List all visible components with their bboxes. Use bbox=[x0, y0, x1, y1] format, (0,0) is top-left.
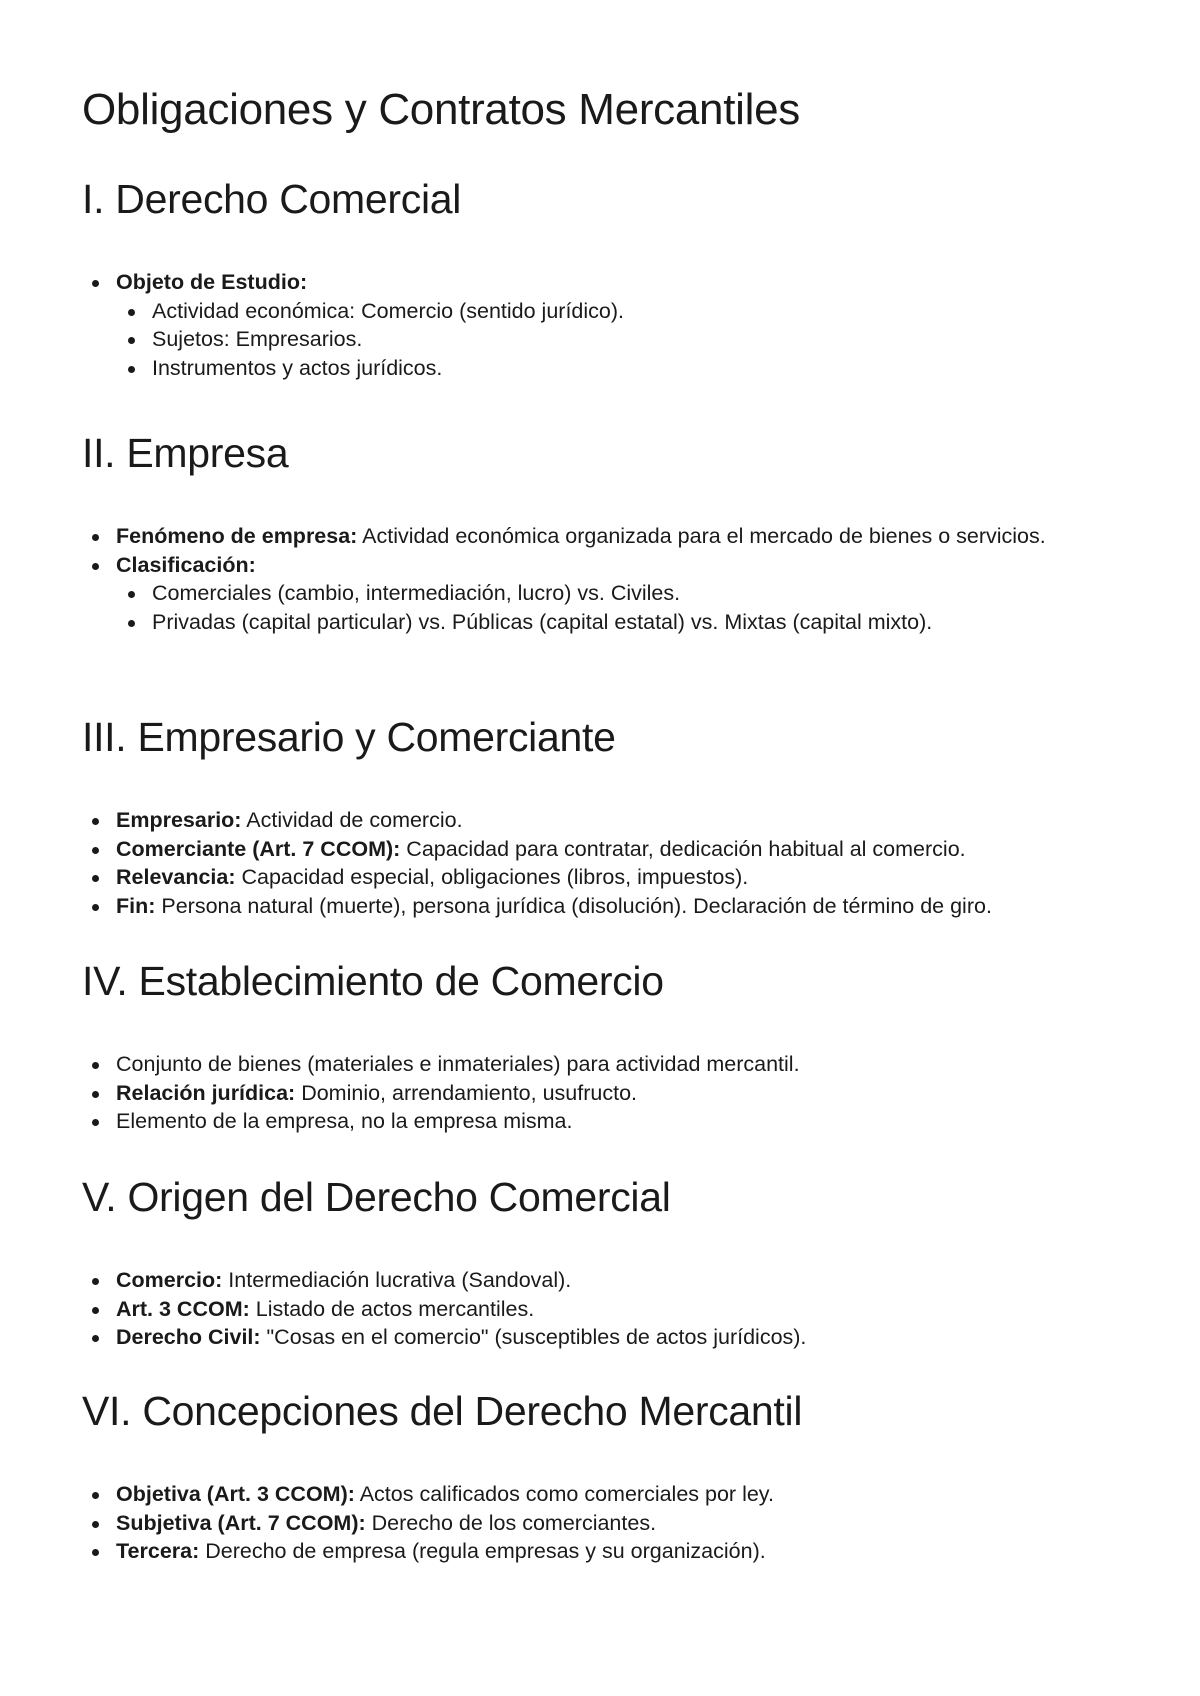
section-list-empresa bbox=[116, 522, 1076, 636]
item-label: Objeto de Estudio: bbox=[116, 270, 308, 294]
section-heading-establecimiento: IV. Establecimiento de Comercio bbox=[82, 958, 664, 1004]
item-label: Fin: bbox=[116, 893, 156, 918]
item-text: Capacidad para contratar, dedicación habitual al comercio. bbox=[400, 836, 966, 861]
list-item bbox=[116, 551, 1076, 637]
section-heading-empresa: II. Empresa bbox=[82, 430, 289, 476]
sub-list-item: Actividad económica: Comercio (sentido jurídico). bbox=[152, 297, 1166, 326]
sub-list-item: Sujetos: Empresarios. bbox=[152, 325, 1166, 354]
list-item bbox=[116, 1266, 1166, 1295]
item-label: Derecho Civil: bbox=[116, 1325, 261, 1349]
list-item bbox=[116, 1537, 1166, 1566]
section-heading-empresario-comerciante: III. Empresario y Comerciante bbox=[82, 714, 616, 760]
item-text: Dominio, arrendamiento, usufructo. bbox=[295, 1080, 637, 1105]
list-item bbox=[116, 268, 1166, 382]
item-text: Conjunto de bienes (materiales e inmateriales) para actividad mercantil. bbox=[116, 1052, 800, 1076]
item-text: Actos calificados como comerciales por ley. bbox=[354, 1482, 774, 1506]
list-item bbox=[116, 892, 1166, 921]
section-list-origen bbox=[116, 1266, 1166, 1352]
section-list-concepciones bbox=[116, 1480, 1166, 1566]
item-text: Intermediación lucrativa (Sandoval). bbox=[222, 1268, 572, 1292]
list-item bbox=[116, 1079, 1166, 1108]
section-list-establecimiento bbox=[116, 1050, 1166, 1136]
item-text: "Cosas en el comercio" (susceptibles de actos jurídicos). bbox=[260, 1325, 807, 1349]
item-text: Actividad económica organizada para el mercado de bienes o servicios. bbox=[357, 524, 1046, 548]
section-heading-concepciones: VI. Concepciones del Derecho Mercantil bbox=[82, 1388, 803, 1434]
section-heading-origen: V. Origen del Derecho Comercial bbox=[82, 1174, 671, 1220]
item-text: Listado de actos mercantiles. bbox=[249, 1296, 535, 1321]
item-label: Objetiva (Art. 3 CCOM): bbox=[116, 1482, 355, 1506]
item-text: Capacidad especial, obligaciones (libros, impuestos). bbox=[235, 865, 749, 889]
list-item bbox=[116, 1107, 1166, 1136]
item-label: Subjetiva (Art. 7 CCOM): bbox=[116, 1510, 366, 1535]
item-label: Clasificación: bbox=[116, 552, 256, 577]
list-item bbox=[116, 863, 1166, 892]
item-text: Derecho de empresa (regula empresas y su organización). bbox=[199, 1539, 766, 1563]
item-label: Relación jurídica: bbox=[116, 1080, 296, 1105]
item-label: Art. 3 CCOM: bbox=[116, 1296, 250, 1321]
section-list-derecho-comercial bbox=[116, 268, 1166, 382]
list-item bbox=[116, 1480, 1166, 1509]
item-text: Persona natural (muerte), persona jurídica (disolución). Declaración de término de giro. bbox=[155, 893, 992, 918]
item-label: Fenómeno de empresa: bbox=[116, 524, 358, 548]
item-text: Elemento de la empresa, no la empresa misma. bbox=[116, 1109, 573, 1133]
section-list-empresario-comerciante bbox=[116, 806, 1166, 920]
item-text: Derecho de los comerciantes. bbox=[365, 1510, 657, 1535]
sub-list bbox=[152, 579, 1200, 636]
item-text: Actividad de comercio. bbox=[241, 808, 463, 832]
list-item bbox=[116, 1323, 1166, 1352]
item-label: Comercio: bbox=[116, 1268, 223, 1292]
sub-list-item: Privadas (capital particular) vs. Públicas (capital estatal) vs. Mixtas (capital mixto). bbox=[152, 608, 1200, 637]
item-label: Tercera: bbox=[116, 1539, 200, 1563]
list-item bbox=[116, 806, 1166, 835]
sub-list-item: Instrumentos y actos jurídicos. bbox=[152, 354, 1166, 383]
list-item bbox=[116, 1050, 1166, 1079]
item-label: Empresario: bbox=[116, 808, 242, 832]
list-item bbox=[116, 1509, 1166, 1538]
item-label: Relevancia: bbox=[116, 865, 236, 889]
sub-list-item: Comerciales (cambio, intermediación, lucro) vs. Civiles. bbox=[152, 579, 1200, 608]
section-heading-derecho-comercial: I. Derecho Comercial bbox=[82, 176, 462, 222]
item-label: Comerciante (Art. 7 CCOM): bbox=[116, 836, 401, 861]
list-item bbox=[116, 835, 1166, 864]
document-title: Obligaciones y Contratos Mercantiles bbox=[82, 85, 800, 134]
sub-list bbox=[152, 297, 1166, 383]
list-item bbox=[116, 1295, 1166, 1324]
list-item bbox=[116, 522, 1076, 551]
